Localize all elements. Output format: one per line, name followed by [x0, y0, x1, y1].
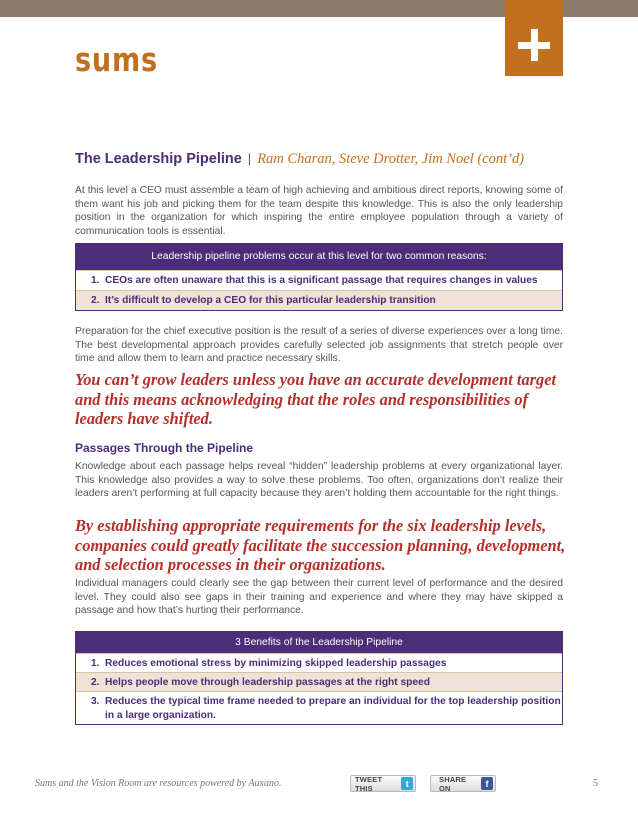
sums-logo: sums [75, 40, 158, 79]
reasons-box-header: Leadership pipeline problems occur at this level for two common reasons: [76, 244, 562, 270]
list-item: 3. Reduces the typical time frame needed to prepare an individual for the top leadership position in a large organization. [76, 691, 562, 724]
list-item: 1. CEOs are often unaware that this is a significant passage that requires changes in values [76, 270, 562, 290]
share-on-label: SHARE ON [439, 774, 467, 793]
section-heading: Passages Through the Pipeline [75, 441, 254, 455]
paragraph-passages: Knowledge about each passage helps reveal “hidden” leadership problems at every organizational layer. This knowledge also provides a way to solve these problems. Too often, organizations don’t realize their leaders aren’t performing at full capacity because they aren’t holding them accountable for the right things. [75, 461, 563, 500]
title-separator: | [247, 151, 252, 166]
list-item: 2. Helps people move through leadership passages at the right speed [76, 672, 562, 691]
callout-quote-1: You can’t grow leaders unless you have an accurate development target and this means acknowledging that the roles and responsibilities of leaders have shifted. [75, 370, 557, 429]
paragraph-managers: Individual managers could clearly see the gap between their current level of performance and the desired level. They could also see gaps in their training and experience and where they may have skipped a passage and how that’s hurting their performance. [75, 578, 563, 617]
callout-quote-2: By establishing appropriate requirements for the six leadership levels, companies could greatly facilitate the succession planning, development, and selection processes in their organizations. [75, 516, 566, 575]
page-title [75, 150, 575, 168]
paragraph-preparation: Preparation for the chief executive position is the result of a series of diverse experiences over a long time. The best developmental approach provides carefully selected job assignments that stretch people over time and allow them to learn and practice necessary skills. [75, 326, 563, 365]
benefits-box [75, 631, 563, 725]
share-on-facebook-button[interactable] [430, 775, 496, 792]
reasons-box [75, 243, 563, 311]
footer-credit: Sums and the Vision Room are resources powered by Auxano. [35, 778, 282, 789]
facebook-icon: f [481, 777, 493, 790]
plus-icon [505, 0, 563, 76]
twitter-icon: t [401, 777, 413, 790]
list-item: 1. Reduces emotional stress by minimizing skipped leadership passages [76, 653, 562, 672]
tweet-this-button[interactable] [350, 775, 416, 792]
title-main: The Leadership Pipeline [75, 151, 242, 167]
list-item: 2. It’s difficult to develop a CEO for this particular leadership transition [76, 290, 562, 310]
tweet-this-label: TWEET THIS [355, 774, 383, 793]
paragraph-intro: At this level a CEO must assemble a team of high achieving and ambitious direct reports, knowing some of them want his job and picking them for the team despite this knowledge. This is also the only leadership position in the organization for which inspiring the entire employee population through a variety of communication tools is essential. [75, 185, 563, 237]
benefits-box-header: 3 Benefits of the Leadership Pipeline [76, 632, 562, 653]
page-number: 5 [593, 778, 598, 789]
title-authors: Ram Charan, Steve Drotter, Jim Noel (cont’d) [257, 151, 525, 167]
